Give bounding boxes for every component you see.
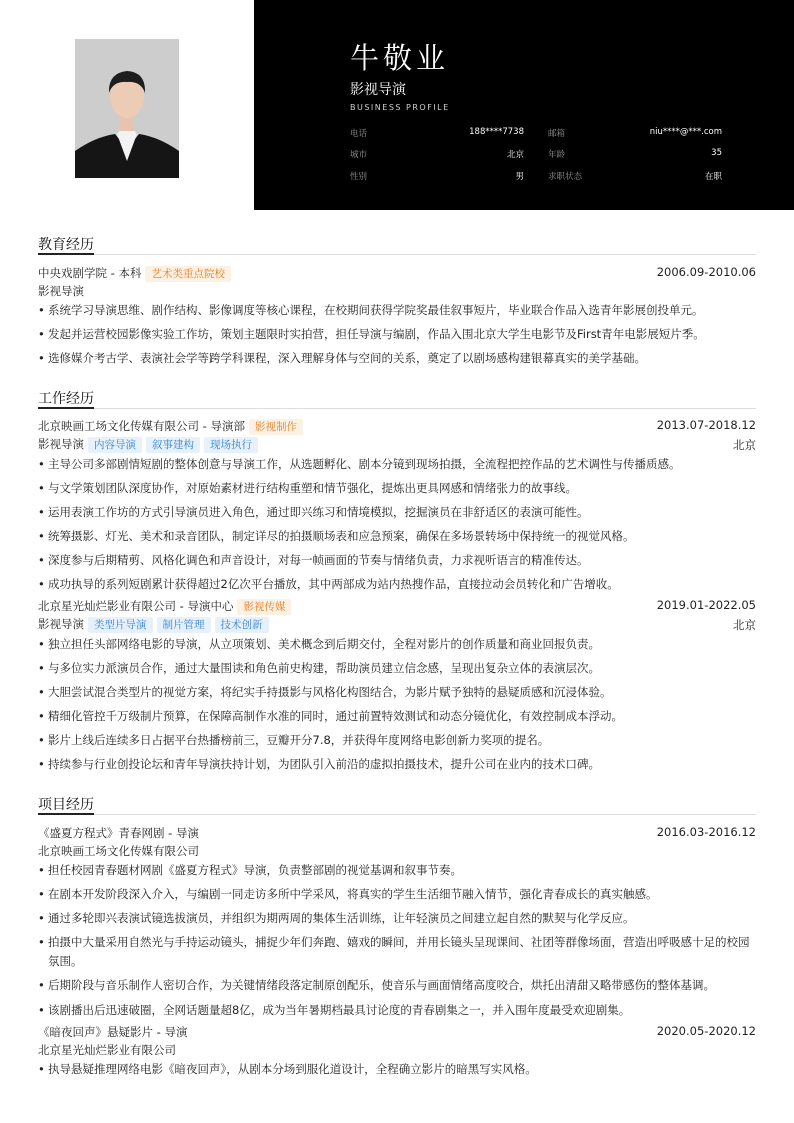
project-name: 《暗夜回声》悬疑影片 - 导演 <box>38 1025 188 1039</box>
education-major: 影视导演 <box>38 284 84 298</box>
job-company: 北京星光灿烂影业有限公司 - 导演中心 <box>38 599 234 613</box>
education-school-line <box>38 265 756 282</box>
list-item: • 执导悬疑推理网络电影《暗夜回声》，从剧本分场到服化道设计，全程确立影片的暗黑写实风格。 <box>38 1060 756 1079</box>
education-date: 2006.09-2010.06 <box>656 265 756 279</box>
person-portrait-icon <box>75 39 179 178</box>
job-company-line <box>38 418 756 435</box>
list-item: • 通过多轮即兴表演试镜选拔演员，并组织为期两周的集体生活训练，让年轻演员之间建立起自然的默契与化学反应。 <box>38 909 756 928</box>
section-divider-accent <box>38 253 94 255</box>
list-item: • 担任校园青春题材网剧《盛夏方程式》导演，负责整部剧的视觉基调和叙事节奏。 <box>38 861 756 880</box>
job-date: 2019.01-2022.05 <box>656 598 756 612</box>
job-company: 北京映画工场文化传媒有限公司 - 导演部 <box>38 419 245 433</box>
section-title-work: 工作经历 <box>38 391 94 407</box>
job-position: 影视导演 <box>38 617 84 631</box>
skill-tag: 制片管理 <box>157 617 211 633</box>
list-item: • 拍摄中大量采用自然光与手持运动镜头，捕捉少年们奔跑、嬉戏的瞬间，并用长镜头呈现课间、社团等群像场面，营造出呼吸感十足的校园氛围。 <box>38 933 756 971</box>
section-divider <box>38 408 756 409</box>
info-value: 北京 <box>506 150 524 160</box>
info-city <box>350 148 524 160</box>
project-company: 北京星光灿烂影业有限公司 <box>38 1043 176 1057</box>
header-info-panel <box>254 0 794 210</box>
skill-tag: 类型片导演 <box>88 617 153 633</box>
info-gender <box>350 170 524 182</box>
education-tag: 艺术类重点院校 <box>145 266 231 282</box>
job-location: 北京 <box>733 618 756 632</box>
section-divider <box>38 814 756 815</box>
list-item: • 选修媒介考古学、表演社会学等跨学科课程，深入理解身体与空间的关系，奠定了以剧场感构建银幕真实的美学基础。 <box>38 349 756 368</box>
list-item: • 深度参与后期精剪、风格化调色和声音设计，对每一帧画面的节奏与情绪负责，力求视听语言的精准传达。 <box>38 551 756 570</box>
list-item: • 与多位实力派演员合作，通过大量围读和角色前史构建，帮助演员建立信念感，呈现出复杂立体的表演层次。 <box>38 659 756 678</box>
list-item: • 系统学习导演思维、剧作结构、影像调度等核心课程，在校期间获得学院奖最佳叙事短片，毕业联合作品入选青年影展创投单元。 <box>38 301 756 320</box>
profile-photo <box>75 39 179 178</box>
skill-tag: 叙事建构 <box>146 437 200 453</box>
skill-tag: 内容导演 <box>88 437 142 453</box>
project-name: 《盛夏方程式》青春网剧 - 导演 <box>38 826 199 840</box>
info-key: 性别 <box>350 172 368 182</box>
list-item: • 该剧播出后迅速破圈，全网话题量超8亿，成为当年暑期档最具讨论度的青春剧集之一，并入围年度最受欢迎剧集。 <box>38 1001 756 1020</box>
section-title-education: 教育经历 <box>38 237 94 253</box>
project-date: 2016.03-2016.12 <box>656 825 756 839</box>
education-school: 中央戏剧学院 - 本科 <box>38 266 142 280</box>
job-position: 影视导演 <box>38 437 84 451</box>
section-divider-accent <box>38 813 94 815</box>
job-industry-tag: 影视传媒 <box>237 599 291 615</box>
info-key: 电话 <box>350 129 368 139</box>
list-item: • 在剧本开发阶段深入介入，与编剧一同走访多所中学采风，将真实的学生生活细节融入情节，强化青春成长的真实触感。 <box>38 885 756 904</box>
project-date: 2020.05-2020.12 <box>656 1024 756 1038</box>
job-industry-tag: 影视制作 <box>249 419 303 435</box>
job-position-line <box>38 616 756 633</box>
info-age <box>548 148 722 160</box>
job-date: 2013.07-2018.12 <box>656 418 756 432</box>
list-item: • 主导公司多部剧情短剧的整体创意与导演工作，从选题孵化、剧本分镜到现场拍摄，全流程把控作品的艺术调性与传播质感。 <box>38 455 756 474</box>
section-title-projects: 项目经历 <box>38 797 94 813</box>
project-company: 北京映画工场文化传媒有限公司 <box>38 844 199 858</box>
header-photo-panel <box>0 0 254 210</box>
list-item: • 成功执导的系列短剧累计获得超过2亿次平台播放，其中两部成为站内热搜作品，直接拉动会员转化和广告增收。 <box>38 575 756 594</box>
info-job-status <box>548 170 722 182</box>
info-email <box>548 127 722 139</box>
job-location: 北京 <box>733 438 756 452</box>
info-key: 求职状态 <box>548 172 583 182</box>
list-item: • 统筹摄影、灯光、美术和录音团队，制定详尽的拍摄顺场表和应急预案，确保在多场景转场中保持统一的视觉风格。 <box>38 527 756 546</box>
list-item: • 影片上线后连续多日占据平台热播榜前三，豆瓣开分7.8，并获得年度网络电影创新力奖项的提名。 <box>38 731 756 750</box>
info-value: 188****7738 <box>469 127 524 137</box>
job-company-line <box>38 598 756 615</box>
list-item: • 大胆尝试混合类型片的视觉方案，将纪实手持摄影与风格化构图结合，为影片赋予独特的悬疑质感和沉浸体验。 <box>38 683 756 702</box>
section-divider <box>38 254 756 255</box>
skill-tag: 现场执行 <box>204 437 258 453</box>
section-divider-accent <box>38 407 94 409</box>
info-key: 邮箱 <box>548 129 566 139</box>
info-value: niu****@***.com <box>649 127 722 137</box>
skill-tag: 技术创新 <box>215 617 269 633</box>
info-key: 年龄 <box>548 150 566 160</box>
list-item: • 发起并运营校园影像实验工作坊，策划主题限时实拍营，担任导演与编剧，作品入围北京大学生电影节及First青年电影展短片季。 <box>38 325 756 344</box>
info-value: 35 <box>711 148 722 158</box>
list-item: • 与文学策划团队深度协作，对原始素材进行结构重塑和情节强化，提炼出更具网感和情绪张力的故事线。 <box>38 479 756 498</box>
job-position-line <box>38 436 756 453</box>
candidate-name: 牛敬业 <box>350 41 450 75</box>
list-item: • 独立担任头部网络电影的导演，从立项策划、美术概念到后期交付，全程对影片的创作质量和商业回报负责。 <box>38 635 756 654</box>
business-profile-label: BUSINESS PROFILE <box>350 103 450 112</box>
list-item: • 持续参与行业创投论坛和青年导演扶持计划，为团队引入前沿的虚拟拍摄技术，提升公司在业内的技术口碑。 <box>38 755 756 774</box>
list-item: • 精细化管控千万级制片预算，在保障高制作水准的同时，通过前置特效测试和动态分镜优化，有效控制成本浮动。 <box>38 707 756 726</box>
candidate-role: 影视导演 <box>350 82 406 98</box>
list-item: • 后期阶段与音乐制作人密切合作，为关键情绪段落定制原创配乐，使音乐与画面情绪高度咬合，烘托出清甜又略带感伤的整体基调。 <box>38 976 756 995</box>
info-phone <box>350 127 524 139</box>
list-item: • 运用表演工作坊的方式引导演员进入角色，通过即兴练习和情境模拟，挖掘演员在非舒适区的表演可能性。 <box>38 503 756 522</box>
info-key: 城市 <box>350 150 368 160</box>
info-value: 在职 <box>704 172 722 182</box>
info-value: 男 <box>515 172 524 182</box>
